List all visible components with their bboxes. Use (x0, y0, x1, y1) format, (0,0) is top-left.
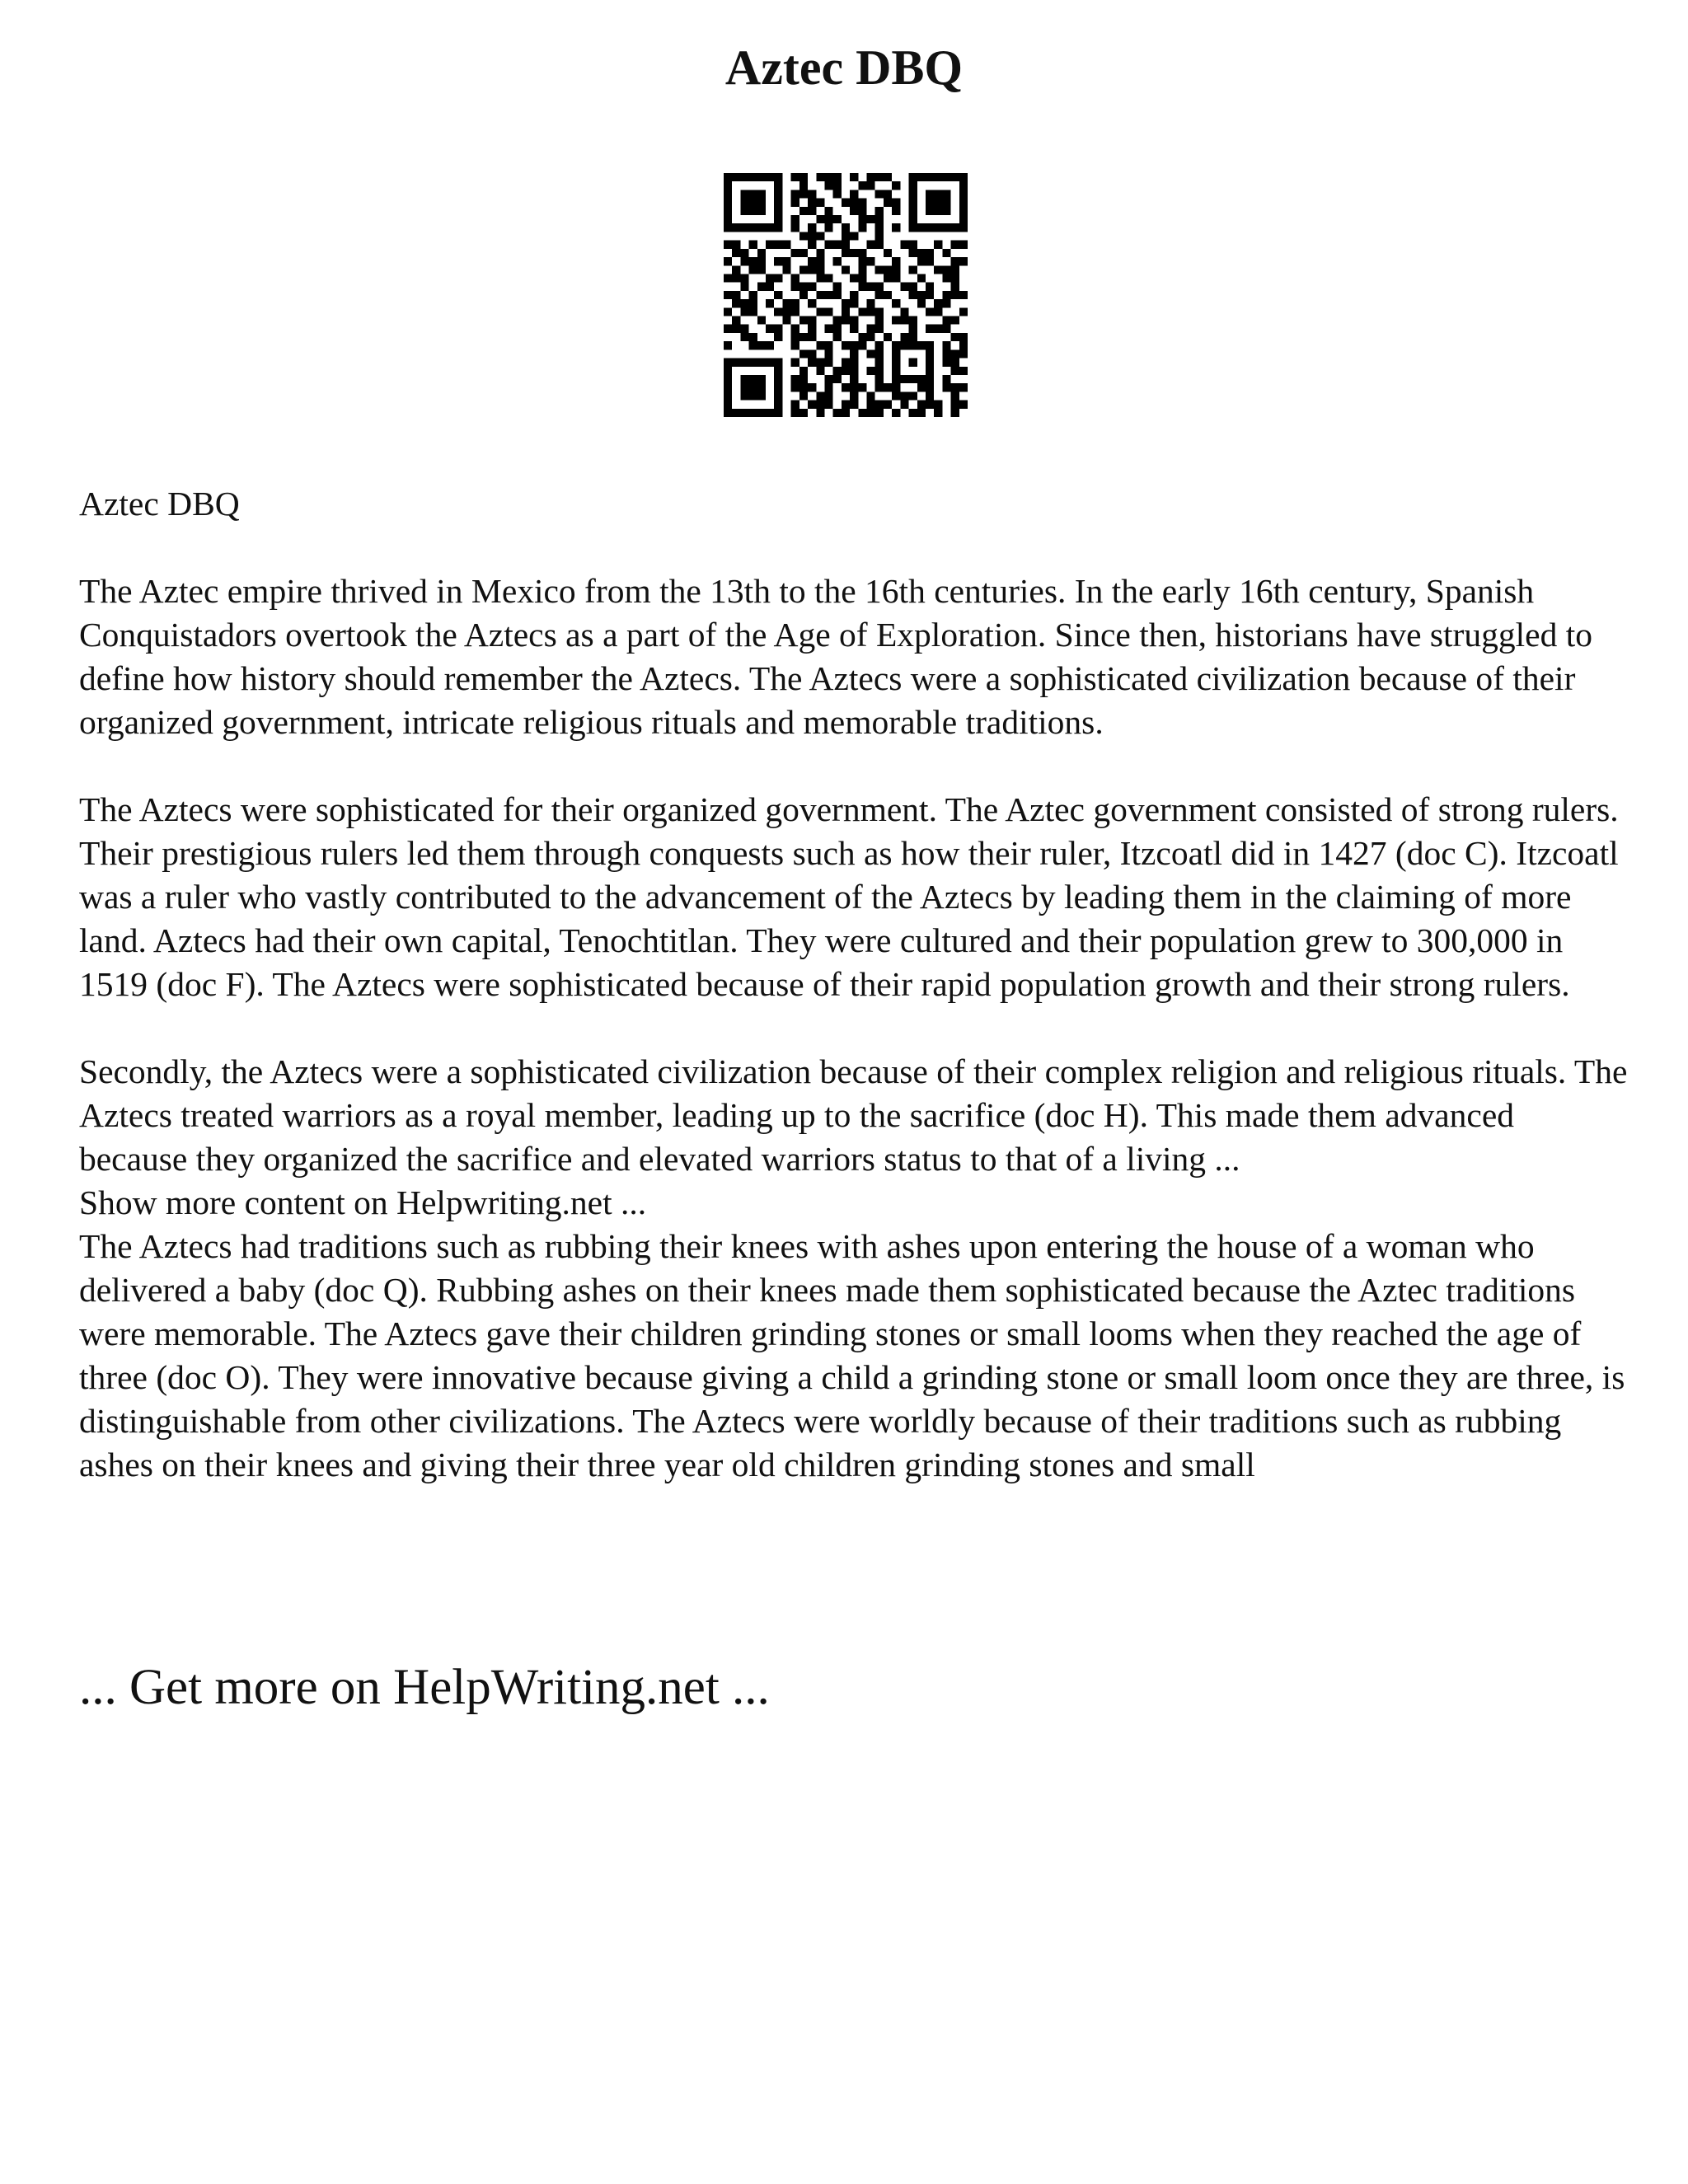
paragraph-traditions: The Aztecs had traditions such as rubbing their knees with ashes upon entering the house of a woman who delivered a baby (doc Q). Rubbing ashes on their knees made them sophisticated because the Aztec traditions were memorable. The Aztecs gave their children grinding stones or small looms when they reached the age of three (doc O). They were innovative because giving a child a grinding stone or small loom once they are three, is distinguishable from other civilizations. The Aztecs were worldly because of their traditions such as rubbing ashes on their knees and giving their three year old children grinding stones and small (79, 1227, 1625, 1483)
show-more-link[interactable]: Show more content on Helpwriting.net ... (79, 1183, 647, 1221)
qr-code-icon (724, 173, 968, 417)
get-more-link[interactable]: ... Get more on HelpWriting.net ... (79, 1660, 770, 1715)
document-subtitle: Aztec DBQ (79, 485, 240, 523)
document-body (79, 482, 1629, 1487)
paragraph-religion: Secondly, the Aztecs were a sophisticated civilization because of their complex religion and religious rituals. The Aztecs treated warriors as a royal member, leading up to the sacrifice (doc H). This made them advanced because they organized the sacrifice and elevated warriors status to that of a living ... (79, 1052, 1628, 1178)
paragraph-government: The Aztecs were sophisticated for their organized government. The Aztec government consisted of strong rulers. Their prestigious rulers led them through conquests such as how their ruler, Itzcoatl did in 1427 (doc C). Itzcoatl was a ruler who vastly contributed to the advancement of the Aztecs by leading them in the claiming of more land. Aztecs had their own capital, Tenochtitlan. They were cultured and their population grew to 300,000 in 1519 (doc F). The Aztecs were sophisticated because of their rapid population growth and their strong rulers. (79, 790, 1619, 1003)
page-title: Aztec DBQ (724, 40, 964, 95)
paragraph-intro: The Aztec empire thrived in Mexico from the 13th to the 16th centuries. In the early 16th century, Spanish Conquistadors overtook the Aztecs as a part of the Age of Exploration. Since then, historians have struggled to define how history should remember the Aztecs. The Aztecs were a sophisticated civilization because of their organized government, intricate religious rituals and memorable traditions. (79, 572, 1592, 741)
